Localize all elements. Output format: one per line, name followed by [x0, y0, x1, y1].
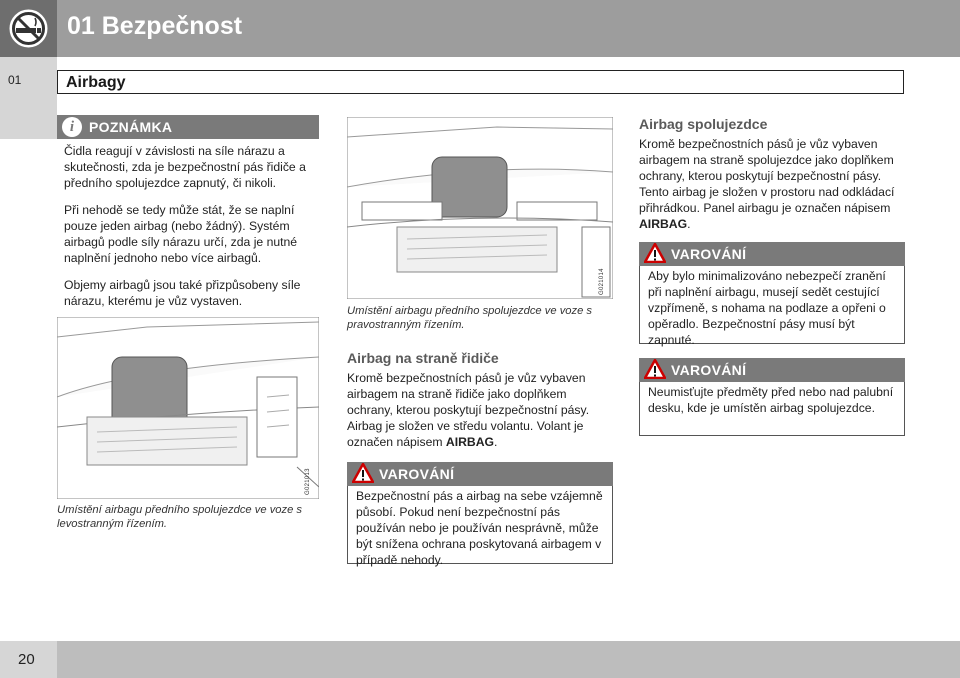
driver-airbag-text: Kromě bezpečnostních pásů je vůz vybaven airbagem na straně řidiče jako doplňkem ochrany, kterou poskytují bezpečnostní pásy. Airbag je složen ve středu volantu. Volant je označen nápisem AIRBAG.	[347, 371, 590, 449]
dashboard-airbag-illustration	[347, 117, 613, 299]
header-icon-box	[0, 0, 57, 57]
warning-triangle-icon	[644, 359, 666, 379]
chapter-number: 01	[8, 73, 22, 87]
page-number: 20	[18, 651, 35, 668]
illustration-code: G021014	[599, 268, 605, 295]
warning-title: VAROVÁNÍ	[671, 246, 747, 262]
warning-title: VAROVÁNÍ	[671, 362, 747, 378]
driver-airbag-heading: Airbag na straně řidiče	[347, 350, 499, 366]
page-number-box	[0, 641, 57, 678]
note-paragraph: Čidla reagují v závislosti na síle nárazu a skutečnosti, zda je bezpečnostní pás řidiče a předního spolujezdce zapnutý, či nikoli.	[64, 144, 306, 190]
warning-triangle-icon	[644, 243, 666, 263]
airbag-marking: AIRBAG	[639, 217, 688, 231]
illustration-caption: Umístění airbagu předního spolujezdce ve voze s levostranným řízením.	[57, 504, 303, 530]
info-icon: i	[62, 117, 82, 137]
warning-triangle-icon	[352, 463, 374, 483]
page-footer	[0, 641, 960, 678]
note-paragraph: Objemy airbagů jsou také přizpůsobeny síle nárazu, kterému je vůz vystaven.	[64, 278, 301, 308]
section-heading-frame	[57, 70, 904, 94]
warning-text: Neumisťujte předměty před nebo nad palubní desku, kde je umístěn airbag spolujezdce.	[648, 385, 894, 415]
passenger-airbag-heading: Airbag spolujezdce	[639, 116, 768, 132]
note-body	[64, 143, 319, 320]
chapter-side-strip	[0, 57, 57, 139]
chapter-title: 01 Bezpečnost	[67, 12, 243, 40]
illustration-left-hand-drive	[57, 317, 319, 499]
warning-text: Bezpečnostní pás a airbag na sebe vzájemně působí. Pokud není bezpečnostní pás používán nebo je používán nesprávně, může být snížena ochrana poskytovaná airbagem v případě nehody.	[356, 489, 603, 567]
passenger-airbag-text: Kromě bezpečnostních pásů je vůz vybaven airbagem na straně spolujezdce jako doplňkem ochrany, kterou poskytují bezpečnostní pásy. Tento airbag je složen v prostoru nad odkládací přihrádkou. Panel airbagu je označen nápisem AIRBAG.	[639, 137, 895, 231]
chapter-header	[0, 0, 960, 57]
warning-header	[347, 462, 613, 486]
note-title: POZNÁMKA	[89, 119, 173, 135]
warning-text: Aby bylo minimalizováno nebezpečí zranění při naplnění airbagu, musejí sedět cestující vzpřímeně, s nohama na podlaze a opřeni o opěradlo. Bezpečnostní pásy musí být zapnuté.	[648, 269, 886, 347]
no-cigarette-icon	[7, 7, 50, 50]
airbag-marking: AIRBAG	[445, 435, 494, 449]
illustration-code: G021013	[305, 468, 311, 495]
warning-header	[639, 358, 905, 382]
section-title: Airbagy	[66, 74, 126, 91]
note-header	[57, 115, 319, 139]
warning-header	[639, 242, 905, 266]
warning-title: VAROVÁNÍ	[379, 466, 455, 482]
illustration-caption: Umístění airbagu předního spolujezdce ve voze s pravostranným řízením.	[347, 305, 593, 331]
illustration-right-hand-drive	[347, 117, 613, 299]
dashboard-airbag-illustration	[57, 317, 319, 499]
note-paragraph: Při nehodě se tedy může stát, že se naplní pouze jeden airbag (nebo žádný). Systém airbagů podle síly nárazu určí, zda je nutné naplnění jednoho nebo více airbagů.	[64, 203, 298, 265]
